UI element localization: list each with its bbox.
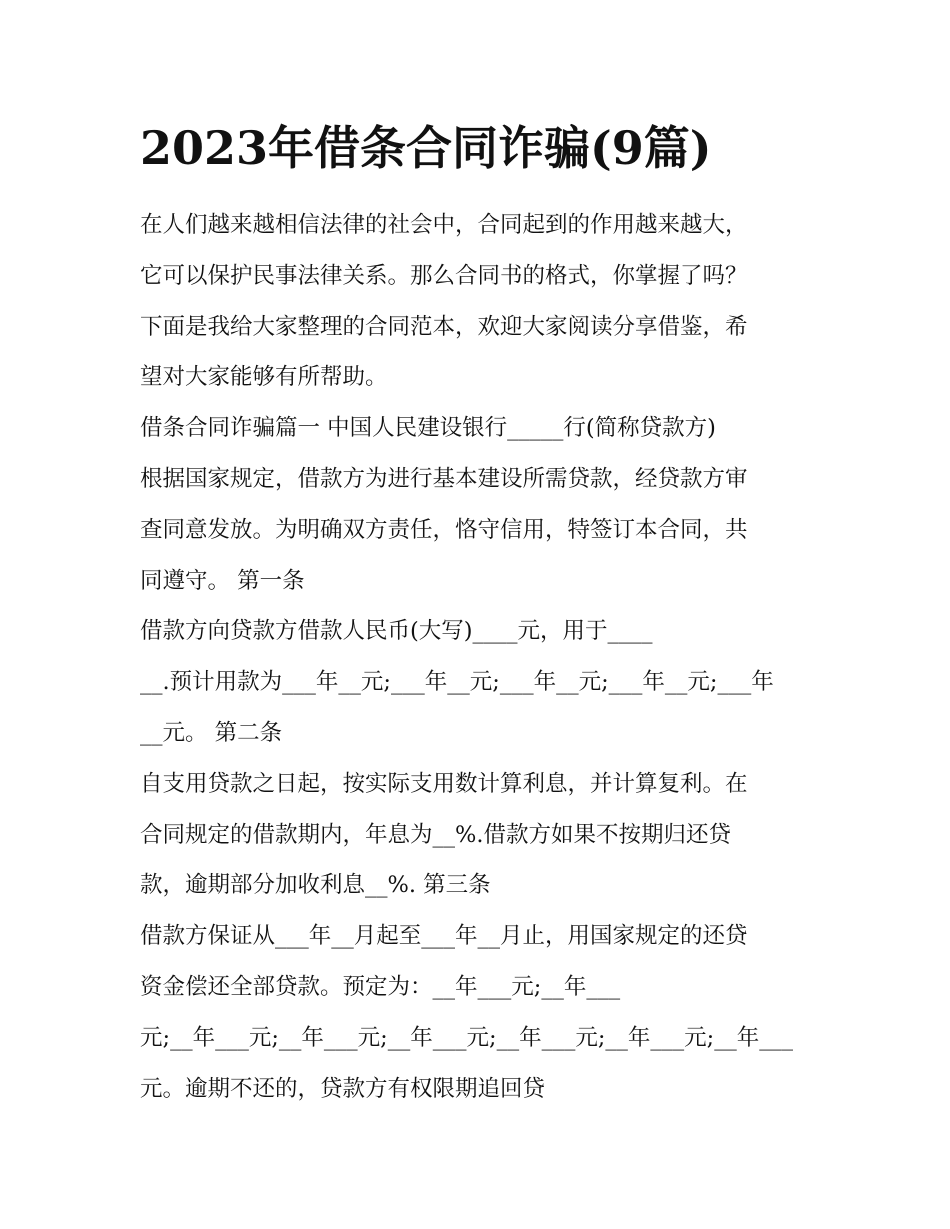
document-title: 2023年借条合同诈骗(9篇) [140, 121, 712, 175]
document-body [140, 200, 820, 1114]
body-text-line: 借条合同诈骗篇一 中国人民建设银行_____行(简称贷款方) [140, 415, 716, 442]
body-text-line: 元。逾期不还的，贷款方有权限期追回贷 [140, 1075, 546, 1102]
body-text-line: 查同意发放。为明确双方责任，恪守信用，特签订本合同，共 [140, 516, 748, 543]
body-text-line: 同遵守。 第一条 [140, 567, 305, 594]
body-text-line: 资金偿还全部贷款。预定为：__年___元;__年___ [140, 973, 621, 1000]
body-text-line: 元;__年___元;__年___元;__年___元;__年___元;__年___元;__年___ [140, 1024, 793, 1051]
body-text-line: __元。 第二条 [140, 719, 283, 746]
body-text-line: 下面是我给大家整理的合同范本，欢迎大家阅读分享借鉴，希 [140, 313, 748, 340]
body-text-line: 根据国家规定，借款方为进行基本建设所需贷款，经贷款方审 [140, 465, 748, 492]
body-text-line: 望对大家能够有所帮助。 [140, 364, 388, 391]
body-text-line: __.预计用款为___年__元;___年__元;___年__元;___年__元;___年 [140, 669, 774, 696]
body-text-line: 款，逾期部分加收利息__%. 第三条 [140, 872, 491, 899]
body-text-line: 自支用贷款之日起，按实际支用数计算利息，并计算复利。在 [140, 770, 748, 797]
body-text-line: 合同规定的借款期内，年息为__%.借款方如果不按期归还贷 [140, 821, 732, 848]
body-text-line: 在人们越来越相信法律的社会中，合同起到的作用越来越大， [140, 212, 748, 238]
body-text-line: 借款方保证从___年__月起至___年__月止，用国家规定的还贷 [140, 923, 748, 950]
body-text-line: 借款方向贷款方借款人民币(大写)____元，用于____ [140, 618, 653, 645]
body-text-line: 它可以保护民事法律关系。那么合同书的格式，你掌握了吗？ [140, 262, 748, 289]
